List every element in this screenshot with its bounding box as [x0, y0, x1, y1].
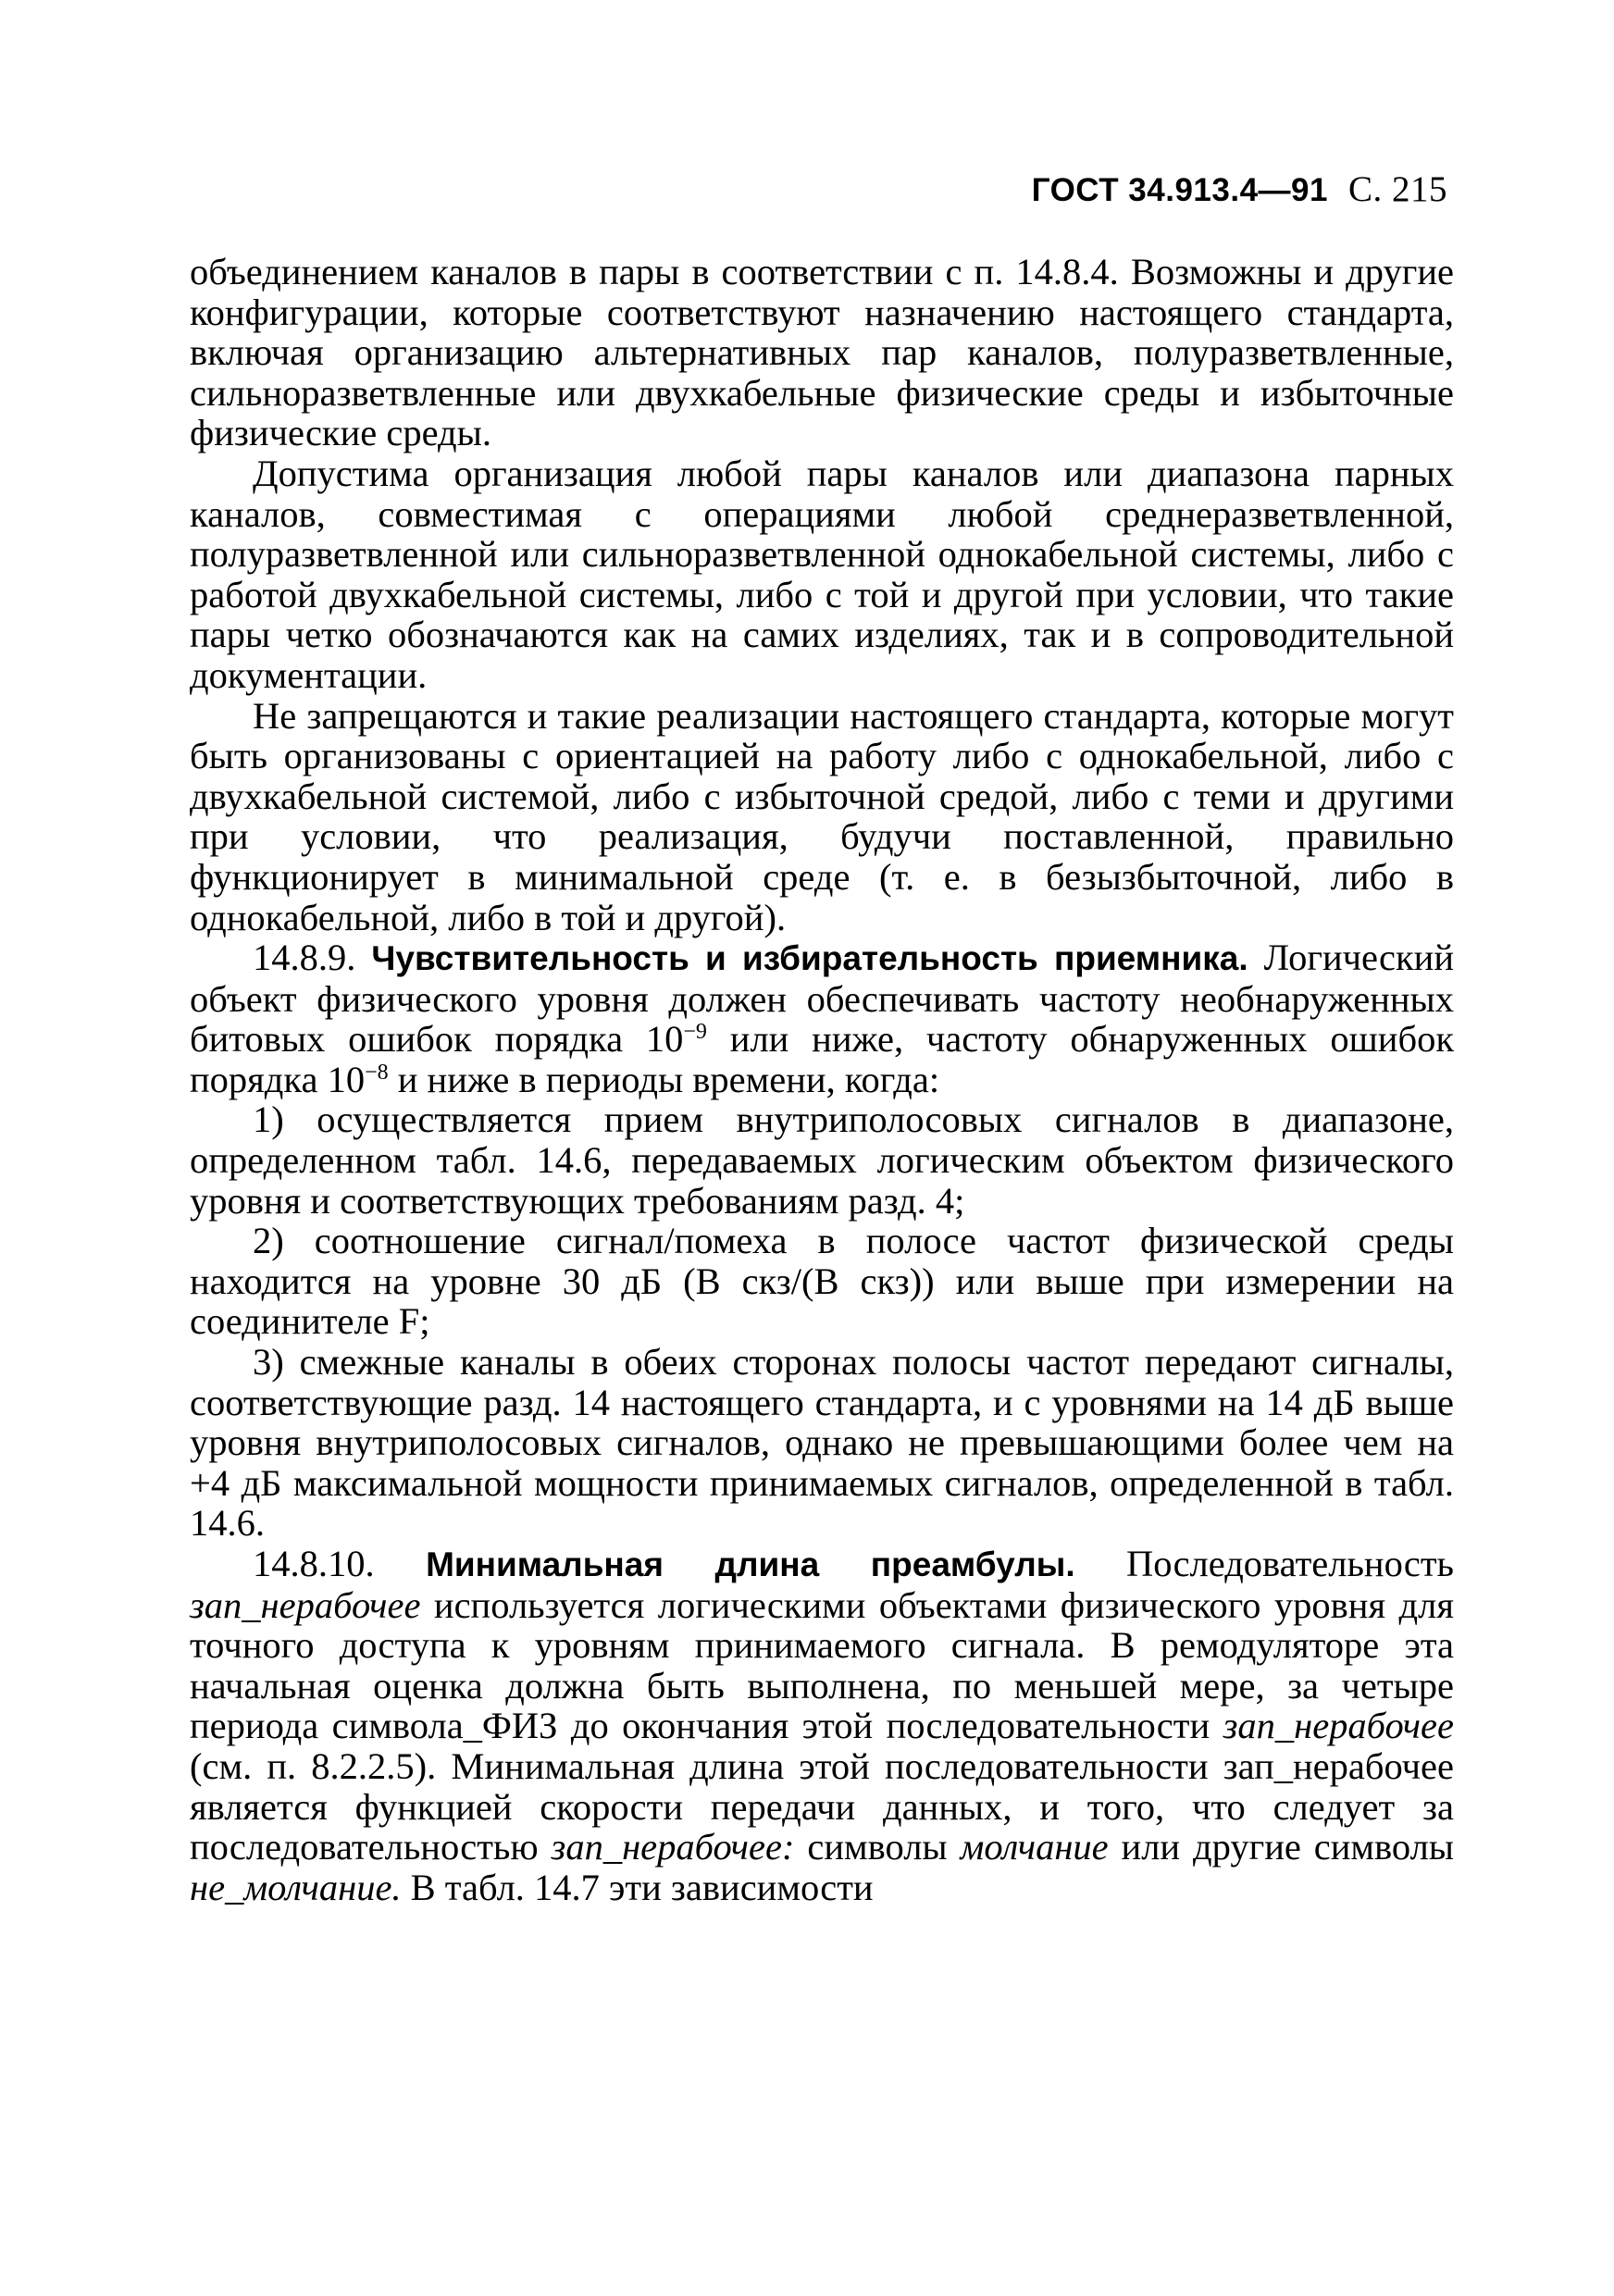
- section-text: и ниже в периоды времени, когда:: [388, 1058, 940, 1100]
- italic-term: зап_нерабочее: [190, 1583, 421, 1626]
- document-body: [190, 252, 1454, 1907]
- list-item-2: 2) соотношение сигнал/помеха в полосе частот физической среды находится на уровне 30 дБ (В скз/(В скз)) или выше при измерении на соединителе F;: [190, 1220, 1454, 1343]
- standard-number: ГОСТ 34.913.4—91: [1031, 172, 1328, 208]
- list-item-1: 1) осуществляется прием внутриполосовых сигналов в диапазоне, определенном табл. 14.6, передаваемых логическим объектом физического уровня и соответствующих требованиям разд. 4;: [190, 1098, 1454, 1222]
- section-text: символы: [794, 1826, 961, 1868]
- paragraph-3: Не запрещаются и такие реализации настоящего стандарта, которые могут быть организованы с ориентацией на работу либо с однокабельной, либо с двухкабельной системой, либо с избыточной средой, либо с теми и другими при условии, что реализация, будучи поставленной, правильно функционирует в минимальной среде (т. е. в безызбыточной, либо в однокабельной, либо в той и другой).: [190, 694, 1454, 938]
- italic-term: молчание: [960, 1826, 1109, 1868]
- section-number: 14.8.10.: [253, 1543, 375, 1584]
- italic-term: не_молчание.: [190, 1866, 402, 1908]
- page-number: С. 215: [1347, 169, 1447, 209]
- exponent: −9: [683, 1020, 707, 1045]
- list-item-3: 3) смежные каналы в обеих сторонах полосы частот передают сигналы, соответствующие разд. 14 настоящего стандарта, и с уровнями на 14 дБ выше уровня внутриполосовых сигналов, однако не превышающими более чем на +4 дБ максимальной мощности принимаемых сигналов, определенной в табл. 14.6.: [190, 1341, 1454, 1545]
- paragraph-2: Допустима организация любой пары каналов или диапазона парных каналов, совместимая с операциями любой среднеразветвленной, полуразветвленной или сильноразветвленной однокабельной системы, либо с работой двухкабельной системы, либо с той и другой при условии, что такие пары четко обозначаются как на самих изделиях, так и в сопроводительной документации.: [190, 452, 1454, 696]
- section-text: используется логическими объектами физического уровня для точного доступа к уровням принимаемого сигнала. В ремодуляторе эта начальная оценка должна быть выполнена, по меньшей мере, за четыре периода символа_ФИЗ до окончания этой последовательности: [190, 1583, 1454, 1747]
- italic-term: зап_нерабочее:: [551, 1826, 795, 1868]
- paragraph-1: объединением каналов в пары в соответствии с п. 14.8.4. Возможны и другие конфигурации, которые соответствуют назначению настоящего стандарта, включая организацию альтернативных пар каналов, полуразветвленные, сильноразветвленные или двухкабельные физические среды и избыточные физические среды.: [190, 251, 1454, 454]
- italic-term: зап_нерабочее: [1223, 1705, 1454, 1747]
- section-title: Чувствительность и избирательность приемника.: [371, 939, 1248, 978]
- page-header: [1032, 168, 1447, 210]
- section-14-8-9: [190, 937, 1454, 1099]
- section-text: или другие символы: [1108, 1826, 1455, 1868]
- section-text: или ниже, частоту обнаруженных ошибок порядка 10: [190, 1018, 1455, 1100]
- section-text: В табл. 14.7 эти зависимости: [401, 1866, 874, 1908]
- section-title: Минимальная длина преамбулы.: [426, 1545, 1075, 1583]
- section-text: (см. п. 8.2.2.5). Минимальная длина этой последовательности зап_нерабочее является функцией скорости передачи данных, и того, что следует за последовательностью: [190, 1744, 1454, 1868]
- section-text: Логический объект физического уровня должен обеспечивать частоту необнаруженных битовых ошибок порядка 10: [190, 937, 1455, 1061]
- exponent: −8: [365, 1060, 389, 1085]
- section-14-8-10: [190, 1544, 1454, 1907]
- section-text: Последовательность: [1074, 1543, 1454, 1584]
- section-number: 14.8.9.: [253, 937, 356, 979]
